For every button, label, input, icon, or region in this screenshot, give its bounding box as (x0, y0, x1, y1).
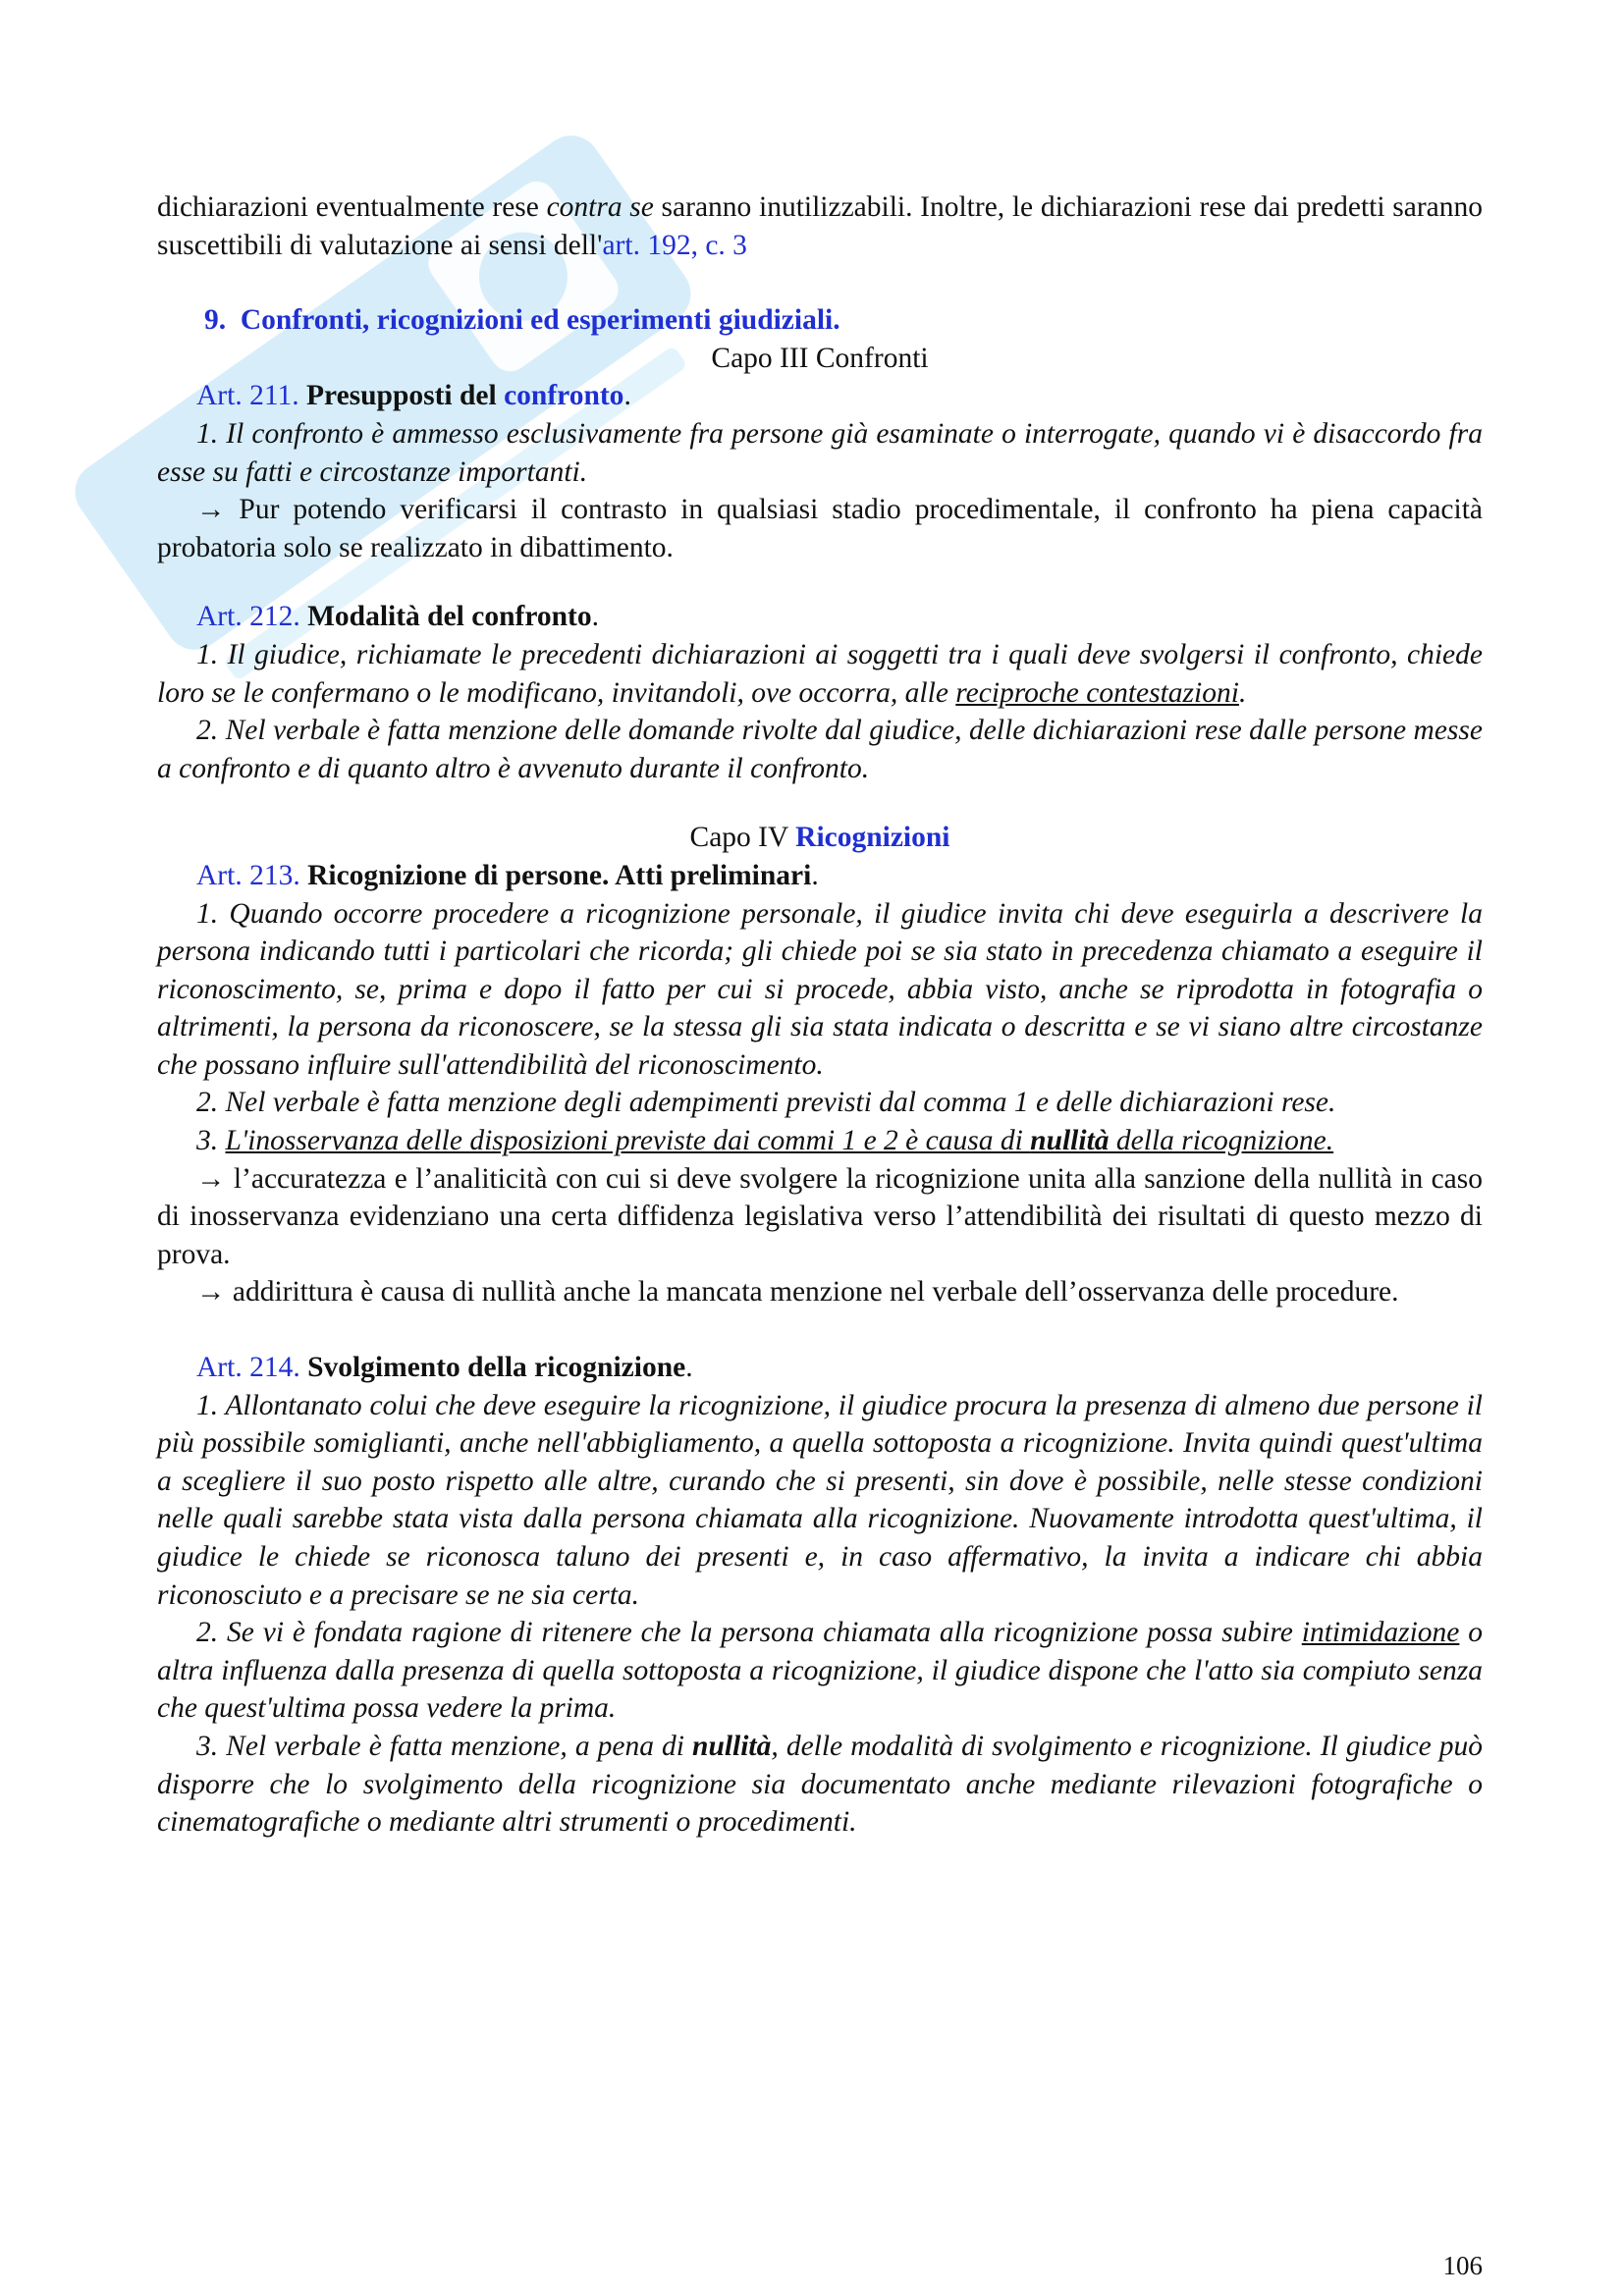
article-211-link[interactable]: Art. 211. (196, 380, 299, 412)
article-214-comma-1: 1. Allontanato colui che deve eseguire la ricognizione, il giudice procura la presenza di almeno due persone il più possibile somiglianti, anche nell'abbigliamento, a quella sottoposta a ricognizione. Invita quindi quest'ultima a scegliere il suo posto rispetto alle altre, curando che si presenti, sin dove è possibile, nelle stesse condizioni nelle quali sarebbe stata vista dalla persona chiamata alla ricognizione. Nuovamente introdotta quest'ultima, il giudice le chiede se riconosca taluno dei presenti e, in caso affermativo, la invita a indicare chi abbia riconosciuto e a precisare se ne sia certa. (157, 1389, 1483, 1611)
article-213-note-2: → addirittura è causa di nullità anche la mancata menzione nel verbale dell’osservanza delle procedure. (196, 1276, 1399, 1308)
article-212-link[interactable]: Art. 212. (196, 601, 300, 633)
article-214-heading: Art. 214. Svolgimento della ricognizione. (196, 1352, 693, 1384)
article-211-comma-1: 1. Il confronto è ammesso esclusivamente fra persone già esaminate o interrogate, quando vi è disaccordo fra esse su fatti e circostanze importanti. (157, 417, 1483, 488)
article-214-link[interactable]: Art. 214. (196, 1352, 300, 1384)
article-213-comma-3: 3. L'inosservanza delle disposizioni previste dai commi 1 e 2 è causa di nullità della ricognizione. (196, 1125, 1334, 1157)
confronto-link[interactable]: confronto (504, 380, 624, 412)
section-heading: 9. Confronti, ricognizioni ed esperimenti giudiziali. (204, 304, 840, 337)
article-213-comma-2: 2. Nel verbale è fatta menzione degli adempimenti previsti dal comma 1 e delle dichiarazioni rese. (196, 1087, 1336, 1119)
article-212-heading: Art. 212. Modalità del confronto. (196, 601, 599, 633)
article-213-note-1: → l’accuratezza e l’analiticità con cui si deve svolgere la ricognizione unita alla sanzione della nullità in caso di inosservanza evidenziano una certa diffidenza legislativa verso l’attendibilità dei risultati di questo mezzo di prova. (157, 1162, 1483, 1270)
article-214-comma-3: 3. Nel verbale è fatta menzione, a pena di nullità, delle modalità di svolgimento e ricognizione. Il giudice può disporre che lo svolgimento della ricognizione sia documentato anche mediante rilevazioni fotografiche o cinematografiche o mediante altri strumenti o procedimenti. (157, 1730, 1484, 1839)
ricognizioni-link[interactable]: Ricognizioni (795, 822, 950, 854)
article-212-comma-2: 2. Nel verbale è fatta menzione delle domande rivolte dal giudice, delle dichiarazioni rese dalle persone messe a confronto e di quanto altro è avvenuto durante il confronto. (157, 715, 1483, 784)
article-reference-link[interactable]: art. 192, c. 3 (602, 229, 747, 261)
article-213-link[interactable]: Art. 213. (196, 859, 300, 891)
document-page (157, 188, 1483, 1842)
article-213-heading: Art. 213. Ricognizione di persone. Atti preliminari. (196, 859, 819, 891)
paragraph-continuation: dichiarazioni eventualmente rese contra se saranno inutilizzabili. Inoltre, le dichiarazioni rese dai predetti saranno suscettibili di valutazione ai sensi dell'art. 192, c. 3 (157, 191, 1483, 261)
article-213-comma-1: 1. Quando occorre procedere a ricognizione personale, il giudice invita chi deve eseguirla a descrivere la persona indicando tutti i particolari che ricorda; gli chiede poi se sia stato in precedenza chiamato a eseguire il riconoscimento, se, prima e dopo il fatto per cui si procede, abbia visto, anche se riprodotta in fotografia o altrimenti, la persona da riconoscere, se la stessa gli sia stata indicata o descritta e se vi siano altre circostanze che possano influire sull'attendibilità del riconoscimento. (157, 897, 1483, 1081)
page-number: 106 (1442, 2251, 1483, 2280)
article-211-heading: Art. 211. Presupposti del confronto. (196, 380, 631, 412)
article-212-comma-1: 1. Il giudice, richiamate le precedenti dichiarazioni ai soggetti tra i quali deve svolgersi il confronto, chiede loro se le confermano o le modificano, invitandoli, ove occorra, alle reciproche contestazioni. (157, 638, 1483, 709)
chapter-heading-ricognizioni: Capo IV Ricognizioni (689, 822, 950, 854)
article-211-note: → Pur potendo verificarsi il contrasto in qualsiasi stadio procedimentale, il confronto ha piena capacità probatoria solo se realizzato in dibattimento. (157, 494, 1483, 563)
chapter-heading-confronti: Capo III Confronti (711, 342, 929, 374)
article-214-comma-2: 2. Se vi è fondata ragione di ritenere che la persona chiamata alla ricognizione possa subire intimidazione o altra influenza dalla presenza di quella sottoposta a ricognizione, il giudice dispone che l'atto sia compiuto senza che quest'ultima possa vedere la prima. (157, 1617, 1484, 1725)
